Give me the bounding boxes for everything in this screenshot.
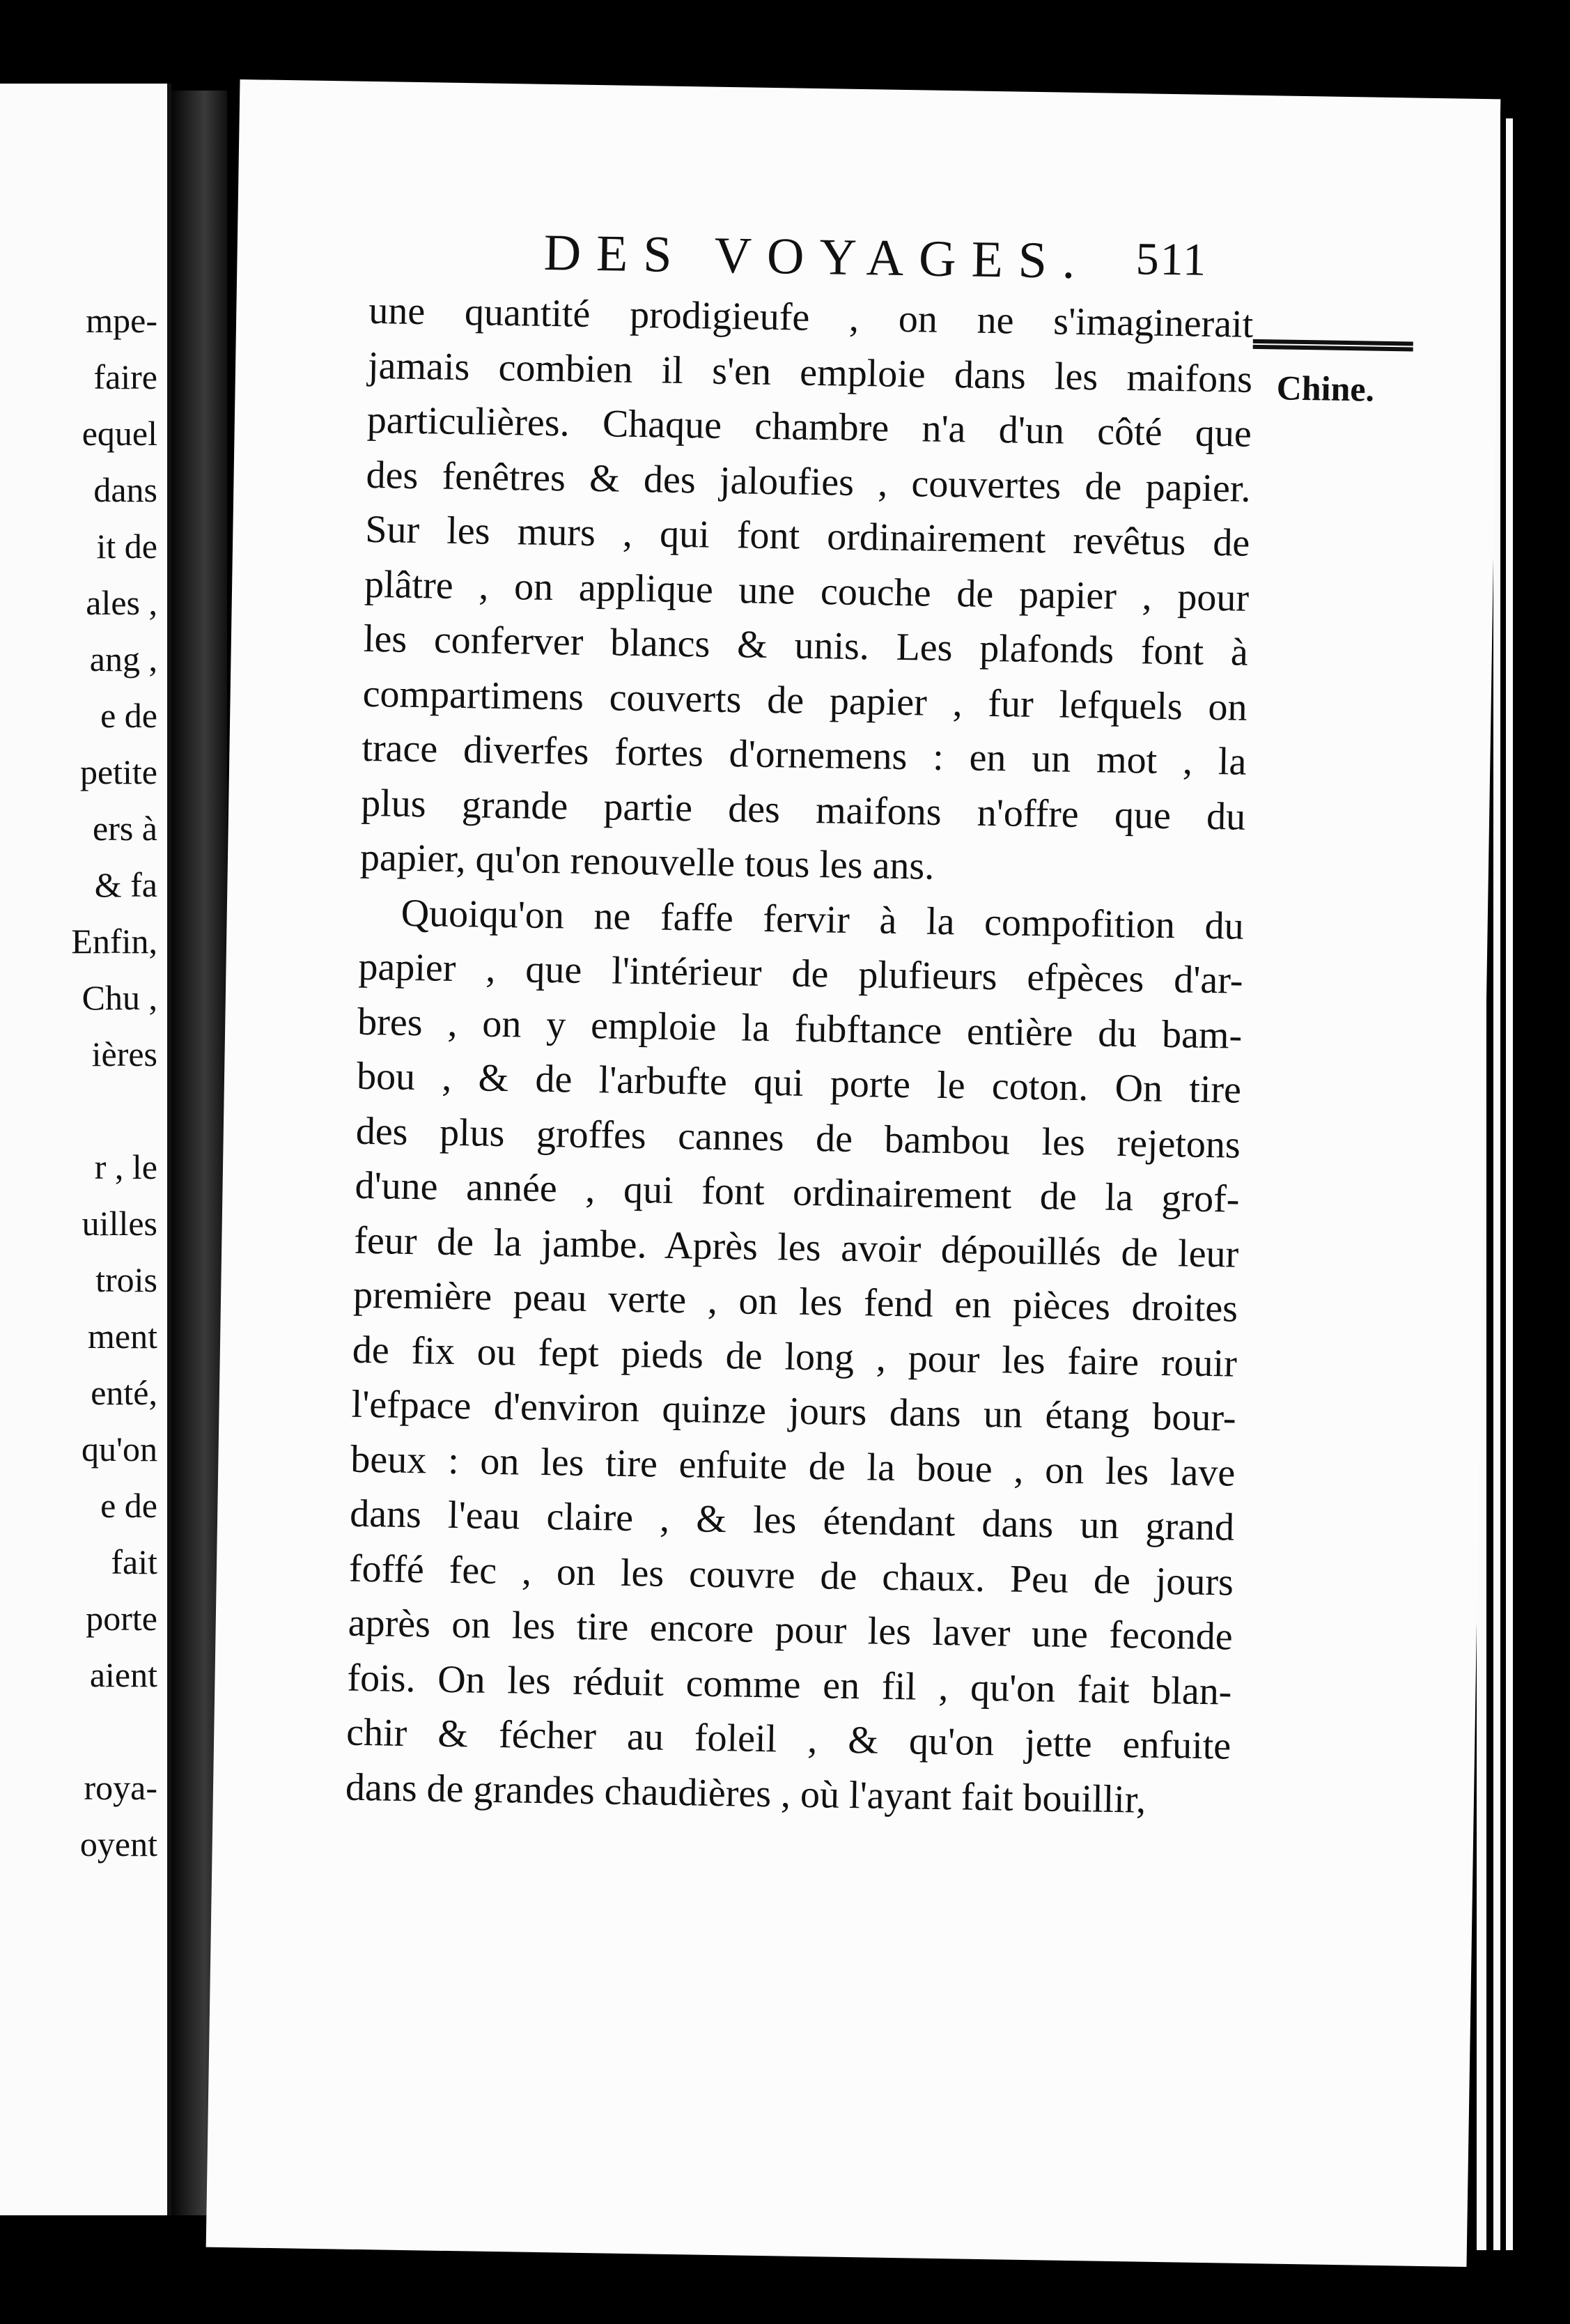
left-page-line: ang , (89, 640, 157, 679)
body-line: chir & fécher au foleil , & qu'on jette enfuite (345, 1710, 1231, 1768)
left-page-line: oyent (79, 1825, 157, 1864)
left-page-line: enté, (91, 1373, 157, 1412)
body-line: une quantité prodigieufe , on ne s'imaginerait (368, 288, 1254, 346)
body-line: plus grande partie des maifons n'offre que du (360, 781, 1246, 839)
body-line: dans l'eau claire , & les étendant dans un grand (349, 1492, 1235, 1549)
body-line: bres , on y emploie la fubftance entière du bam- (357, 1000, 1243, 1058)
body-line: compartimens couverts de papier , fur lefquels on (362, 672, 1248, 729)
page-number: 511 (1135, 233, 1208, 286)
body-line: l'efpace d'environ quinze jours dans un étang bour- (351, 1382, 1237, 1440)
left-page-line: e de (100, 1486, 157, 1525)
body-line: les conferver blancs & unis. Les plafonds font à (363, 617, 1249, 674)
left-page-line: qu'on (81, 1430, 157, 1469)
body-line: dans de grandes chaudières , où l'ayant fait bouillir, (345, 1765, 1147, 1822)
body-line: après on les tire encore pour les laver une feconde (348, 1601, 1234, 1659)
left-page-line: uilles (81, 1204, 157, 1243)
running-title: DES VOYAGES. (543, 224, 1091, 290)
body-line: papier, qu'on renouvelle tous les ans. (359, 835, 935, 888)
body-line: jamais combien il s'en emploie dans les maifons (367, 343, 1253, 401)
scan-border (0, 2275, 1570, 2324)
left-page-line: & fa (94, 865, 157, 904)
body-line: des plus groffes cannes de bambou les rejetons (355, 1109, 1241, 1167)
body-line: papier , que l'intérieur de plufieurs efpèces d'ar- (358, 945, 1243, 1002)
left-page-line: porte (86, 1599, 157, 1638)
body-line: fois. On les réduit comme en fil , qu'on fait blan- (347, 1656, 1232, 1714)
left-page-line: r , le (94, 1147, 157, 1186)
left-page-line (71, 1083, 157, 1139)
body-line: particulières. Chaque chambre n'a d'un côté que (366, 398, 1252, 456)
body-line: feur de la jambe. Après les avoir dépouillés de leur (353, 1218, 1239, 1276)
body-line: de fix ou fept pieds de long , pour les faire rouir (352, 1328, 1238, 1386)
left-page-line: aient (89, 1655, 157, 1694)
left-page-line (71, 1703, 157, 1760)
left-page-line: petite (79, 752, 157, 791)
page-edge (1506, 118, 1513, 2250)
running-header (543, 224, 1500, 298)
right-page (206, 79, 1501, 2267)
left-page-line: ers à (93, 809, 157, 848)
body-line: bou , & de l'arbufte qui porte le coton. On tire (356, 1054, 1242, 1112)
body-line: Quoiqu'on ne faffe fervir à la compofition du (401, 891, 1245, 948)
body-line: des fenêtres & des jaloufies , couvertes de papier. (366, 453, 1251, 511)
body-line: plâtre , on applique une couche de papier , pour (364, 562, 1250, 620)
left-page-line: equel (81, 414, 157, 453)
left-page-line: ales , (86, 583, 157, 622)
left-page-line: trois (95, 1260, 157, 1299)
left-page-line: ières (91, 1035, 157, 1074)
body-line: trace diverfes fortes d'ornemens : en un mot , la (362, 726, 1247, 784)
marginal-note: Chine. (1276, 368, 1375, 409)
left-page-line: ment (88, 1317, 157, 1356)
left-page-line: mpe- (86, 301, 157, 340)
left-page-line: Chu , (81, 978, 157, 1017)
left-page-line: Enfin, (71, 922, 157, 961)
body-line: d'une année , qui font ordinairement de la grof- (355, 1163, 1240, 1221)
left-page-line: faire (93, 357, 157, 396)
marginal-rule (1253, 339, 1413, 352)
left-page-line: e de (100, 696, 157, 735)
left-page-fragment (0, 84, 171, 2215)
left-page-text (71, 293, 157, 1873)
body-line: beux : on les tire enfuite de la boue , on les lave (350, 1437, 1236, 1495)
body-line: première peau verte , on les fend en pièces droites (352, 1273, 1238, 1331)
left-page-line: it de (96, 527, 157, 566)
body-line: foffé fec , on les couvre de chaux. Peu de jours (348, 1547, 1234, 1604)
body-text (345, 284, 1253, 1829)
body-line: Sur les murs , qui font ordinairement revêtus de (364, 507, 1250, 565)
left-page-line: fait (111, 1542, 157, 1581)
left-page-line: dans (93, 470, 157, 509)
left-page-line: roya- (84, 1768, 157, 1807)
